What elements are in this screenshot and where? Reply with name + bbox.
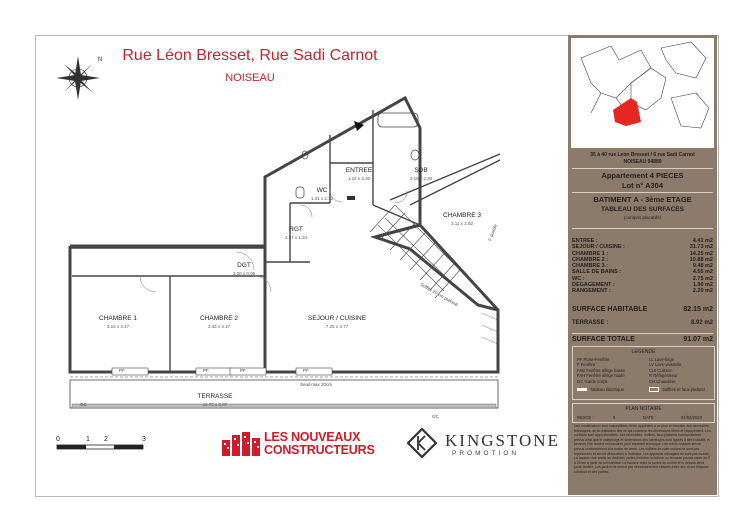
surface-row: RANGEMENT : 2.20 m2 — [572, 288, 713, 295]
surface-table-subtitle: (compris placards) — [623, 215, 661, 220]
plan-notaire-box — [572, 403, 715, 423]
soffite-hatch-icon — [649, 387, 659, 392]
legend-tableau: Tableau électrique — [577, 387, 624, 392]
building-logo-icon — [222, 432, 260, 456]
address-line2: NOISEAU 94880 — [623, 159, 662, 165]
total-row: SURFACE TOTALE 91.07 m2 — [572, 336, 713, 343]
terrace-railing — [72, 404, 496, 408]
site-plan-thumbnail — [571, 38, 714, 148]
separator — [572, 168, 713, 169]
site-location-map — [571, 38, 714, 148]
gc-label-left: GC — [80, 402, 87, 407]
surface-row: ENTREE : 4.41 m2 — [572, 238, 713, 244]
plan-title: PLAN NOTAIRE — [625, 406, 662, 412]
room-terrasse: TERRASSE 11.73 x 0.87 — [197, 393, 233, 407]
toilet-icon — [296, 187, 304, 198]
date-label: DATE : — [643, 415, 657, 420]
surface-table — [572, 238, 713, 295]
separator — [572, 333, 713, 334]
surface-row: CHAMBRE 2 : 10.88 m2 — [572, 256, 713, 263]
room-sdb: SDB 2.15 x 2.30 — [409, 167, 433, 181]
apartment-highlight — [613, 98, 641, 126]
legend-title: LEGENDE — [631, 349, 656, 355]
pf-label-4: PF — [303, 368, 309, 373]
room-dgt: DGT 2.00 x 0.95 — [232, 262, 256, 276]
sink-icon — [411, 150, 419, 160]
electric-panel-icon — [347, 196, 355, 200]
scale-bar — [55, 442, 145, 454]
scale-2: 2 — [104, 436, 108, 443]
soffite-label: Soffite 20 cm plafond — [419, 281, 459, 308]
room-sejour-cuisine: SEJOUR / CUISINE 7.25 x 4.77 — [307, 315, 367, 329]
electric-panel-icon — [577, 388, 587, 391]
terrasse-row: TERRASSE : 8.92 m2 — [572, 320, 713, 326]
legend-box — [572, 346, 715, 400]
surface-row: CHAMBRE 1 : 14.25 m2 — [572, 250, 713, 257]
apartment-type: Appartement 4 PIECES — [601, 171, 684, 180]
separator — [572, 192, 713, 193]
room-entree: ENTREE 1.22 x 3.30 — [345, 167, 373, 181]
svg-text:N: N — [98, 57, 103, 63]
surface-row: SALLE DE BAINS : 4.55 m2 — [572, 269, 713, 276]
terrace-area — [70, 380, 498, 408]
room-wc: WC 1.41 x 2.12 — [310, 187, 334, 201]
gc-label-right: GC — [432, 414, 439, 419]
plan-street-title: Rue Léon Bresset, Rue Sadi Carnot — [122, 47, 378, 64]
surface-table-title: TABLEAU DES SURFACES — [601, 206, 684, 213]
scale-1: 1 — [86, 436, 90, 443]
address-line1: 35 à 40 rue Leon Bresset / 6 rue Sadi Carnot — [590, 152, 695, 158]
date-value: 01/02/2023 — [681, 415, 702, 420]
plan-city-title: NOISEAU — [225, 72, 275, 84]
lot-number: Lot n° A304 — [621, 181, 664, 190]
ks-monogram-icon — [407, 428, 437, 458]
lnc-line2: CONSTRUCTEURS — [264, 443, 375, 457]
building-floor: BATIMENT A - 3ème ETAGE — [593, 195, 692, 204]
room-rgt: RGT 1.97 x 1.34 — [284, 226, 308, 240]
kingstone-logo — [405, 428, 560, 460]
pf-label-2: PF — [203, 368, 209, 373]
room-chambre-2: CHAMBRE 2 3.43 x 3.17 — [200, 315, 238, 329]
separator — [572, 228, 713, 229]
kingstone-text: KINGSTONE — [445, 431, 560, 450]
pf-label-3: PF — [240, 368, 246, 373]
scale-0: 0 — [56, 436, 60, 443]
surface-row: CHAMBRE 3 : 9.48 m2 — [572, 263, 713, 270]
ch3-wall — [375, 225, 498, 310]
promotion-text: PROMOTION — [452, 450, 520, 457]
legend-soffite: Soffites et faux-plafond — [649, 387, 705, 392]
room-chambre-3: CHAMBRE 3 3.11 x 2.82 — [443, 212, 481, 226]
disclaimer-note: Des modifications sont susceptibles d'être apportées à ce plan en fonction des nécessités techniques, de la réalisation liée ce qui concerne les dimensions libres et l'équipement. Les surfaces sont approximatives. Les retombées, soffites, faux-plafonds éventuellement prévus ainsi que le calepinage et dimensions des carrelages sont figurés à titre indicatif, et peuvent être rendus nécessaires pour impératif technique. Les volets roulants seront prévus conformément à la notice de vente. Les coffrets de volet roulant ne sont pas représentés et seront débordants à l'intérieur. Les appareils ménagers ne sont pas fournis. La hauteur des seuils au droit des portes-fenêtres ou balcon ou terrasse pourra varier de 5 à 25 cm à partir du sol intérieur. La hauteur entre la portée du sol fini et le dessus de la porte-fenêtre. Les jardins ne seront pas nécessairement clôturés entre eux ni sur l'espace commun et des parties. — [574, 424, 711, 474]
indice-value: 0 — [613, 415, 616, 420]
legend-right: LL Lave-linge LV Lave-vaisselle CUI Cuisson R Réfrigérateur CH Chaudière — [649, 357, 682, 384]
room-chambre-1: CHAMBRE 1 3.15 x 4.17 — [99, 315, 137, 329]
habitable-row: SURFACE HABITABLE 82.15 m2 — [572, 306, 713, 313]
surface-row: SEJOUR / CUISINE : 31.73 m2 — [572, 244, 713, 251]
indice-label: INDICE : — [577, 415, 594, 420]
lnc-line1: LES NOUVEAUX — [264, 430, 361, 444]
legend-left: PF Porte-Fenêtre F Fenêtre FAB Fenêtre allège basse FAH Fenêtre allège haute GC Garde corps — [577, 357, 626, 384]
les-nouveaux-constructeurs-logo — [222, 430, 392, 458]
seuil-label: Seuil max 20cm — [300, 382, 333, 387]
scale-3: 3 — [142, 436, 146, 443]
f-double-label: F double — [487, 223, 499, 242]
pf-label-1: PF — [119, 368, 125, 373]
panel-address — [568, 152, 717, 166]
surface-row: DEGAGEMENT : 1.90 m2 — [572, 282, 713, 289]
surface-row: WC : 2.75 m2 — [572, 275, 713, 282]
